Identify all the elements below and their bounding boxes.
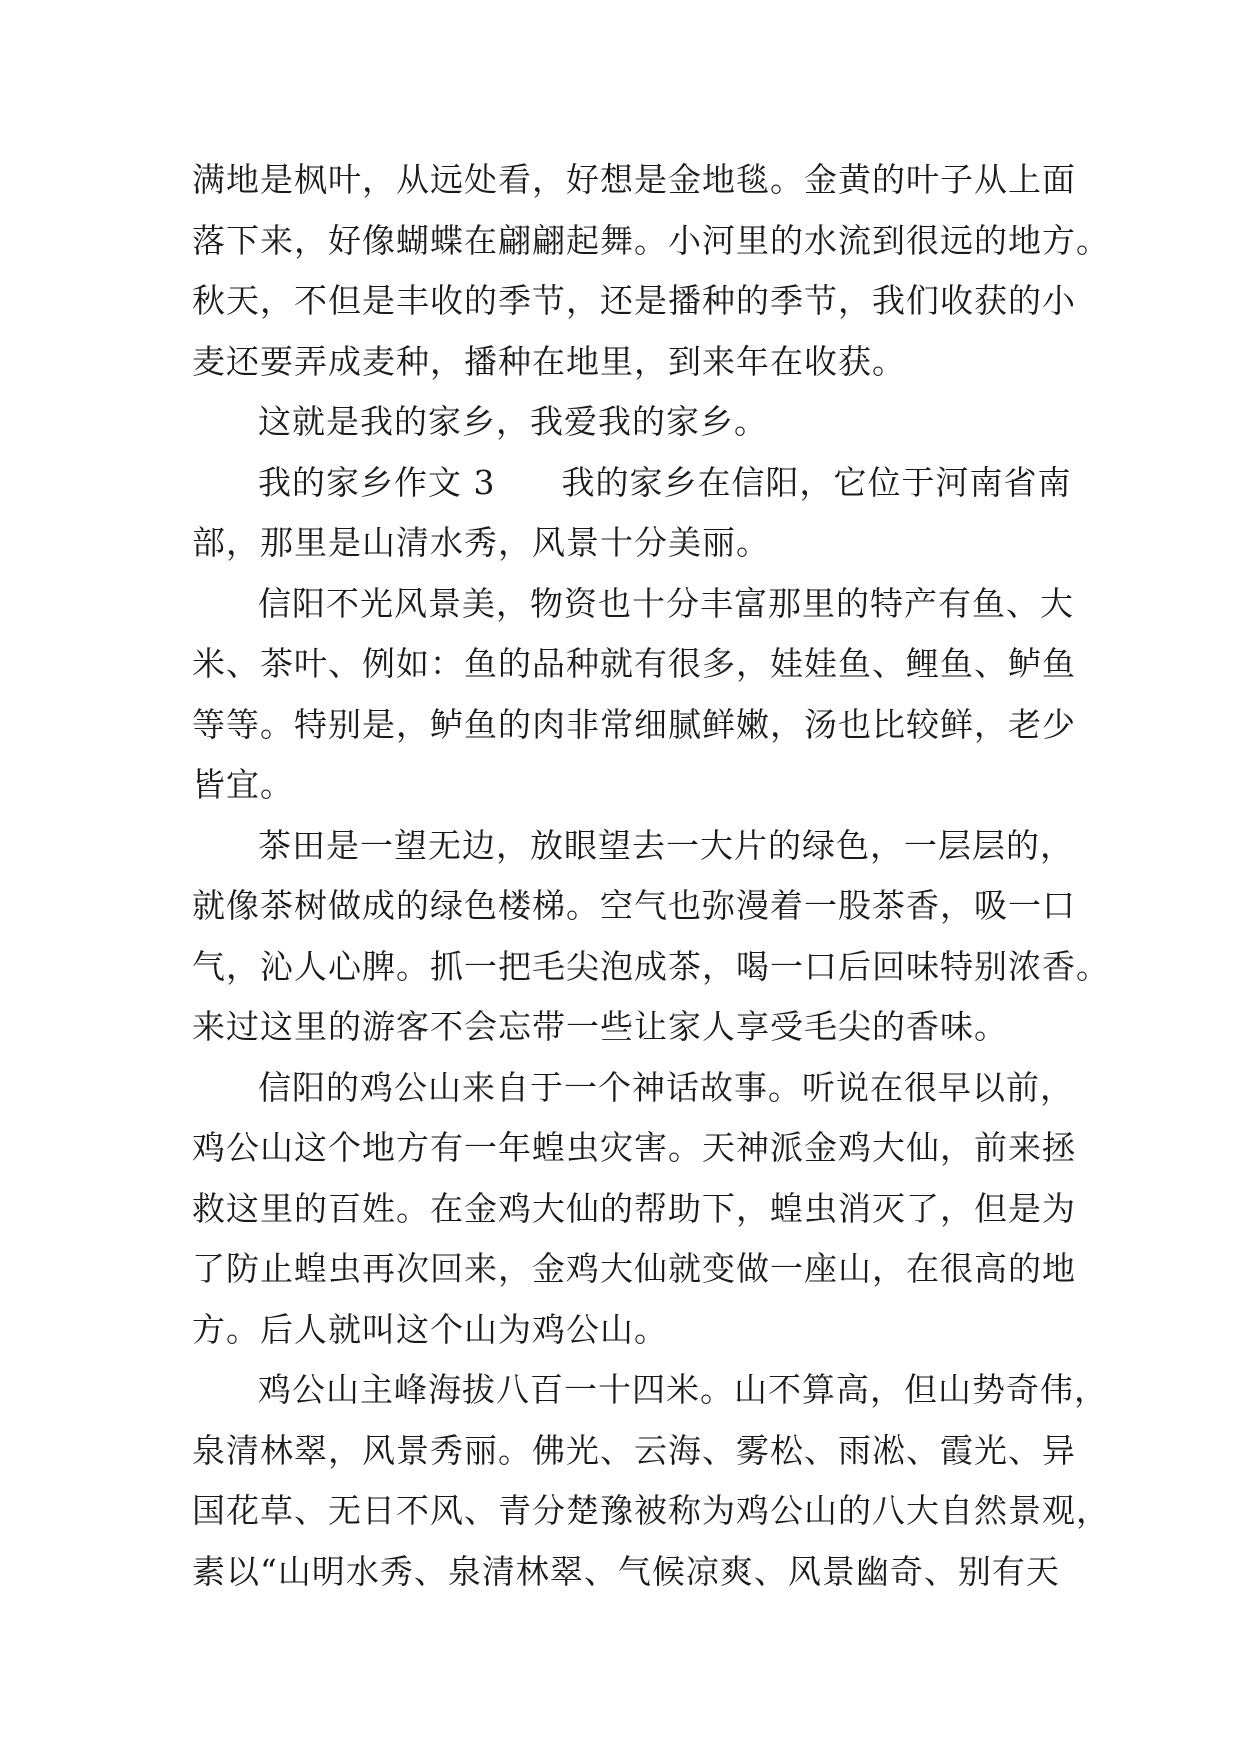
text-line: 信阳的鸡公山来自于一个神话故事。听说在很早以前， — [258, 1067, 1074, 1107]
text-line: 等等。特别是，鲈鱼的肉非常细腻鲜嫩，汤也比较鲜，老少 — [192, 704, 1076, 744]
text-line: 国花草、无日不风、青分楚豫被称为鸡公山的八大自然景观， — [192, 1491, 1110, 1530]
text-line: 满地是枫叶，从远处看，好想是金地毯。金黄的叶子从上面 — [192, 160, 1076, 199]
text-line: 信阳不光风景美，物资也十分丰富那里的特产有鱼、大 — [258, 583, 1074, 623]
text-line: 气，沁人心脾。抓一把毛尖泡成茶，喝一口后回味特别浓香。 — [192, 946, 1110, 986]
text-line: 了防止蝗虫再次回来，金鸡大仙就变做一座山，在很高的地 — [192, 1249, 1076, 1288]
text-line: 这就是我的家乡，我爱我的家乡。 — [258, 402, 768, 441]
essay-title-line — [192, 453, 1072, 514]
text-line: 部，那里是山清水秀，风景十分美丽。 — [192, 523, 770, 562]
text-line: 鸡公山主峰海拔八百一十四米。山不算高，但山势奇伟， — [258, 1370, 1108, 1409]
text-line: 麦还要弄成麦种，播种在地里，到来年在收获。 — [192, 341, 906, 381]
text-line: 秋天，不但是丰收的季节，还是播种的季节，我们收获的小 — [192, 281, 1076, 320]
document-body — [192, 150, 1110, 1602]
text-line: 落下来，好像蝴蝶在翩翩起舞。小河里的水流到很远的地方。 — [192, 220, 1110, 260]
text-line: 素以“山明水秀、泉清林翠、气候凉爽、风景幽奇、别有天 — [192, 1551, 1060, 1591]
text-line: 鸡公山这个地方有一年蝗虫灾害。天神派金鸡大仙，前来拯 — [192, 1128, 1076, 1167]
text-line: 方。后人就叫这个山为鸡公山。 — [192, 1309, 668, 1349]
text-line: 救这里的百姓。在金鸡大仙的帮助下，蝗虫消灭了，但是为 — [192, 1188, 1076, 1228]
text-line: 泉清林翠，风景秀丽。佛光、云海、雾松、雨凇、霞光、异 — [192, 1430, 1076, 1470]
text-line: 来过这里的游客不会忘带一些让家人享受毛尖的香味。 — [192, 1007, 1008, 1046]
text-line: 皆宜。 — [192, 765, 294, 804]
text-line: 米、茶叶、例如：鱼的品种就有很多，娃娃鱼、鲤鱼、鲈鱼 — [192, 644, 1076, 683]
text-line: 就像茶树做成的绿色楼梯。空气也弥漫着一股茶香，吸一口 — [192, 886, 1076, 925]
text-line: 我的家乡在信阳，它位于河南省南 — [561, 462, 1072, 502]
text-line: 茶田是一望无边，放眼望去一大片的绿色，一层层的， — [258, 825, 1074, 865]
essay-title: 我的家乡作文 3 — [258, 462, 496, 502]
